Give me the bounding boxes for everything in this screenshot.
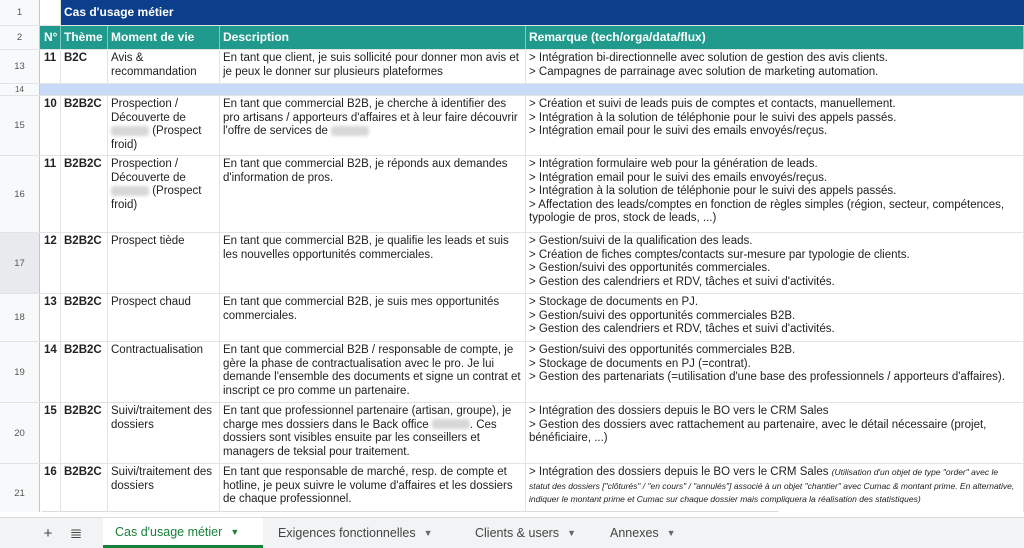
cell-theme[interactable]: B2B2C (61, 96, 108, 155)
cell-remarque[interactable]: > Stockage de documents en PJ. > Gestion/suivi des opportunités commerciales B2B. > Gestion des calendriers et RDV, tâches et suivi d'activités. (526, 294, 1024, 341)
row-header[interactable]: 15 (0, 96, 40, 155)
cell-text: . Ces dossiers sont visibles ensuite par les conseillers et managers de teksial pour traitement. (223, 418, 497, 458)
table-row (0, 233, 1024, 294)
cell-text: En tant que professionnel partenaire (artisan, groupe), je charge mes dossiers dans le Back office (223, 405, 512, 431)
cell-text: En tant que commercial B2B, je cherche à identifier des pro artisans / apporteurs d'affaires et à leur faire découvrir l'offre de services de (223, 98, 518, 137)
cell-n[interactable]: 11 (40, 50, 61, 83)
row-header[interactable]: 21 (0, 464, 40, 512)
cell-remarque[interactable]: > Intégration des dossiers depuis le BO vers le CRM Sales > Gestion des dossiers avec rattachement au partenaire, avec le détail nécessaire (projet, bénéficiaire, ...) (526, 403, 1024, 463)
cell-theme[interactable]: B2B2C (61, 342, 108, 402)
row-header[interactable]: 18 (0, 294, 40, 341)
caret-down-icon[interactable]: ▼ (666, 528, 676, 538)
plus-icon[interactable]: + (43, 524, 53, 542)
cell-note: (Utilisation d'un objet de type "order" avec le statut des dossiers ["clôturés" / "en cours" / "annulés"] associé à un objet "chantier" avec Cumac & montant prime. En alternative, indiquer le montant prime et Cumac sur chaque dossier mais compliquera la réalisation des statistiques) (529, 467, 1015, 504)
cell-description[interactable]: En tant que commercial B2B / responsable de compte, je gère la phase de contractualisation avec le pro. Je lui demande l'ensemble des documents et signe un contrat et inscript ce pro comme un partenaire. (220, 342, 526, 402)
cell-moment[interactable] (108, 96, 220, 155)
cell-description[interactable]: En tant que commercial B2B, je réponds aux demandes d'information de pros. (220, 156, 526, 232)
spacer-row (0, 84, 1024, 96)
table-row (0, 96, 1024, 156)
caret-down-icon[interactable]: ▼ (230, 526, 240, 537)
cell-n[interactable]: 16 (40, 464, 61, 512)
cell-remarque[interactable]: > Intégration bi-directionnelle avec solution de gestion des avis clients. > Campagnes de parrainage avec solution de marketing automation. (526, 50, 1024, 83)
row-header[interactable]: 13 (0, 50, 40, 83)
cell-theme[interactable]: B2C (61, 50, 108, 83)
cell-theme[interactable]: B2B2C (61, 294, 108, 341)
redacted-blur (111, 186, 149, 196)
sheet-list-icon[interactable]: ≣ (69, 525, 83, 542)
cell-remarque[interactable]: > Gestion/suivi de la qualification des leads. > Création de fiches comptes/contacts sur-mesure par typologie de clients. > Gestion/suivi des opportunités commerciales. > Gestion des calendriers et RDV, tâches et suivi d'activités. (526, 233, 1024, 293)
cell-description[interactable]: En tant que responsable de marché, resp. de compte et hotline, je peux suivre le volume d'affaires et les dossiers de chaque professionnel. (220, 464, 526, 512)
cell-theme[interactable]: B2B2C (61, 464, 108, 512)
sheet-title[interactable]: Cas d'usage métier (64, 4, 174, 19)
tab-annexes[interactable] (598, 518, 698, 548)
tab-clients-users[interactable] (463, 518, 595, 548)
cell-moment[interactable]: Suivi/traitement des dossiers (108, 403, 220, 463)
cell-remarque[interactable]: > Gestion/suivi des opportunités commerciales B2B. > Stockage de documents en PJ (=contrat). > Gestion des partenariats (=utilisation d'une base des professionnels / apporteurs d'affaires). (526, 342, 1024, 402)
empty-cell[interactable] (40, 0, 61, 25)
cell-n[interactable]: 14 (40, 342, 61, 402)
cell-remarque[interactable]: > Création et suivi de leads puis de comptes et contacts, manuellement. > Intégration à la solution de téléphonie pour le suivi des appels passés. > Intégration email pour le suivi des emails envoyés/reçus. (526, 96, 1024, 155)
header-moment[interactable]: Moment de vie (108, 26, 220, 49)
tab-label: Clients & users (475, 526, 560, 540)
row-header[interactable]: 20 (0, 403, 40, 463)
cell-theme[interactable]: B2B2C (61, 156, 108, 232)
cell-remarque[interactable]: > Intégration formulaire web pour la génération de leads. > Intégration email pour le suivi des emails envoyés/reçus. > Intégration à la solution de téléphonie pour le suivi des appels passés. > Affectation des leads/comptes en fonction de règles simples (région, secteur, compétences, typologie de pros, stock de leads, ...) (526, 156, 1024, 232)
cell-description[interactable] (220, 403, 526, 463)
row-header[interactable]: 1 (0, 0, 40, 25)
cell-n[interactable]: 13 (40, 294, 61, 341)
cell-theme[interactable]: B2B2C (61, 233, 108, 293)
caret-down-icon[interactable]: ▼ (423, 528, 433, 538)
cell-n[interactable]: 10 (40, 96, 61, 155)
sheet-tab-bar (0, 517, 1024, 548)
tab-exigences-fonctionnelles[interactable] (266, 518, 460, 548)
row-header[interactable]: 17 (0, 233, 40, 293)
tab-cas-usage-metier[interactable] (103, 518, 263, 548)
cell-description[interactable]: En tant que commercial B2B, je suis mes opportunités commerciales. (220, 294, 526, 341)
cell-moment[interactable]: Avis & recommandation (108, 50, 220, 83)
table-row (0, 342, 1024, 403)
table-row (0, 464, 1024, 512)
redacted-blur (111, 126, 149, 136)
header-n[interactable]: N° (40, 26, 61, 49)
redacted-blur (432, 419, 470, 429)
cell-text: (Prospect froid) (111, 125, 202, 151)
cell-text: (Prospect froid) (111, 185, 202, 211)
cell-text: Prospection / Découverte de (111, 98, 186, 124)
header-remarque[interactable]: Remarque (tech/orga/data/flux) (526, 26, 1024, 49)
header-row (0, 26, 1024, 50)
caret-down-icon[interactable]: ▼ (567, 528, 576, 538)
row-header[interactable]: 2 (0, 26, 40, 49)
cell-n[interactable]: 12 (40, 233, 61, 293)
header-description[interactable]: Description (220, 26, 526, 49)
cell-moment[interactable]: Suivi/traitement des dossiers (108, 464, 220, 512)
table-row (0, 156, 1024, 233)
table-row (0, 403, 1024, 464)
cell-description[interactable]: En tant que client, je suis sollicité pour donner mon avis et je peux le donner sur plusieurs plateformes (220, 50, 526, 83)
cell-moment[interactable]: Contractualisation (108, 342, 220, 402)
row-header[interactable]: 19 (0, 342, 40, 402)
redacted-blur (331, 126, 369, 136)
table-row (0, 50, 1024, 84)
cell-text: Prospection / Découverte de (111, 158, 186, 184)
row-header[interactable]: 14 (0, 84, 40, 95)
cell-moment[interactable] (108, 156, 220, 232)
tab-label: Annexes (610, 526, 659, 540)
cell-description[interactable] (220, 96, 526, 155)
cell-theme[interactable]: B2B2C (61, 403, 108, 463)
header-theme[interactable]: Thème (61, 26, 108, 49)
tab-label: Cas d'usage métier (115, 524, 223, 539)
cell-n[interactable]: 11 (40, 156, 61, 232)
tab-label: Exigences fonctionnelles (278, 526, 416, 540)
title-row (0, 0, 1024, 26)
table-row (0, 294, 1024, 342)
row-header[interactable]: 16 (0, 156, 40, 232)
cell-text: > Intégration des dossiers depuis le BO vers le CRM Sales (529, 466, 832, 478)
cell-n[interactable]: 15 (40, 403, 61, 463)
horizontal-scrollbar[interactable] (40, 511, 780, 512)
cell-remarque[interactable] (526, 464, 1024, 512)
cell-description[interactable]: En tant que commercial B2B, je qualifie les leads et suis les nouvelles opportunités commerciales. (220, 233, 526, 293)
cell-moment[interactable]: Prospect tiède (108, 233, 220, 293)
cell-moment[interactable]: Prospect chaud (108, 294, 220, 341)
